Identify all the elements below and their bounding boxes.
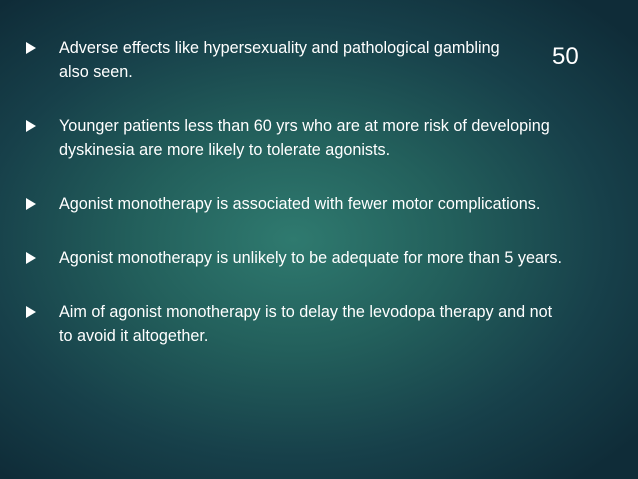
bullet-list: [26, 36, 566, 378]
bullet-arrow-icon: [26, 306, 36, 318]
bullet-arrow-icon: [26, 252, 36, 264]
bullet-item: [26, 300, 566, 348]
bullet-text: Adverse effects like hypersexuality and pathological gambling also seen.: [59, 39, 500, 81]
bullet-item: [26, 36, 566, 84]
bullet-text: Aim of agonist monotherapy is to delay the levodopa therapy and not to avoid it altogether.: [59, 303, 553, 345]
bullet-item: [26, 192, 566, 216]
bullet-item: [26, 114, 566, 162]
bullet-arrow-icon: [26, 120, 36, 132]
bullet-text: Agonist monotherapy is unlikely to be adequate for more than 5 years.: [59, 249, 563, 267]
bullet-text: Younger patients less than 60 yrs who are at more risk of developing dyskinesia are more likely to tolerate agonists.: [59, 117, 550, 159]
bullet-item: [26, 246, 566, 270]
page-number: 50: [552, 43, 579, 70]
bullet-arrow-icon: [26, 42, 36, 54]
bullet-arrow-icon: [26, 198, 36, 210]
bullet-text: Agonist monotherapy is associated with fewer motor complications.: [59, 195, 541, 213]
